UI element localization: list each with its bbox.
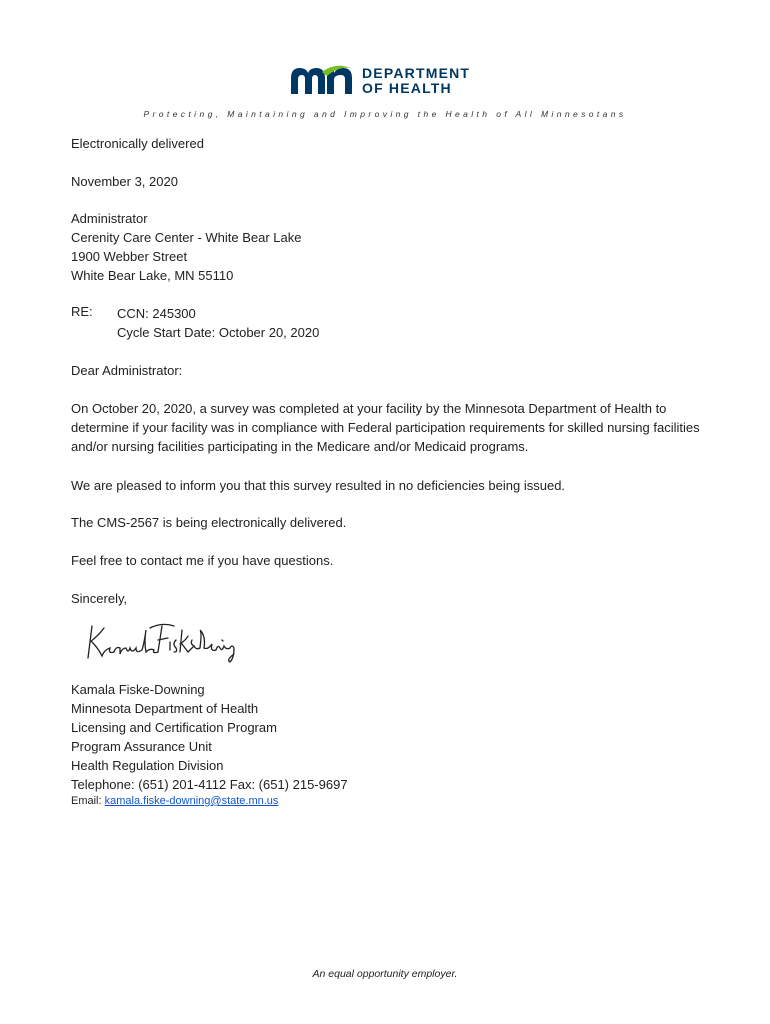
- signer-block: [71, 680, 711, 794]
- closing: Sincerely,: [71, 591, 128, 606]
- paragraph-survey: On October 20, 2020, a survey was completed at your facility by the Minnesota Department of Health to determine if your facility was in compliance with Federal participation requirements for skilled nursing facilities and/or nursing facilities participating in the Medicare and/or Medicaid programs.: [71, 401, 700, 454]
- signer-division: Health Regulation Division: [71, 758, 224, 773]
- re-ccn: CCN: 245300: [117, 306, 196, 321]
- recipient-address: [71, 209, 711, 285]
- signer-phone: Telephone: (651) 201-4112 Fax: (651) 215-9697: [71, 777, 348, 792]
- mdh-logo: [289, 64, 489, 98]
- recipient-city: White Bear Lake, MN 55110: [71, 268, 234, 283]
- paragraph-result: We are pleased to inform you that this survey resulted in no deficiencies being issued.: [71, 478, 566, 493]
- email-link[interactable]: kamala.fiske-downing@state.mn.us: [104, 795, 279, 807]
- re-cycle-start: Cycle Start Date: October 20, 2020: [117, 325, 320, 340]
- paragraph-contact: Feel free to contact me if you have questions.: [71, 553, 334, 568]
- delivery-note: Electronically delivered: [71, 136, 204, 151]
- paragraph-cms: The CMS-2567 is being electronically delivered.: [71, 515, 347, 530]
- footer-note: An equal opportunity employer.: [312, 968, 458, 980]
- logo-line-of-health: OF HEALTH: [362, 79, 452, 96]
- signer-name: Kamala Fiske-Downing: [71, 682, 205, 697]
- letterhead: [0, 0, 770, 130]
- salutation: Dear Administrator:: [71, 363, 183, 378]
- signer-org: Minnesota Department of Health: [71, 701, 259, 716]
- signer-unit: Program Assurance Unit: [71, 739, 212, 754]
- re-label: RE:: [71, 304, 93, 319]
- recipient-street: 1900 Webber Street: [71, 249, 188, 264]
- signer-program: Licensing and Certification Program: [71, 720, 277, 735]
- email-label: Email:: [71, 795, 102, 807]
- letter-date: November 3, 2020: [71, 174, 178, 189]
- logo-line-department: DEPARTMENT: [362, 65, 471, 81]
- mn-logo-mark: [289, 64, 355, 96]
- tagline: Protecting, Maintaining and Improving the Health of All Minnesotans: [143, 109, 627, 119]
- recipient-facility: Cerenity Care Center - White Bear Lake: [71, 230, 302, 245]
- recipient-title: Administrator: [71, 211, 148, 226]
- signer-email-line: [71, 795, 278, 807]
- handwritten-signature: [84, 618, 244, 671]
